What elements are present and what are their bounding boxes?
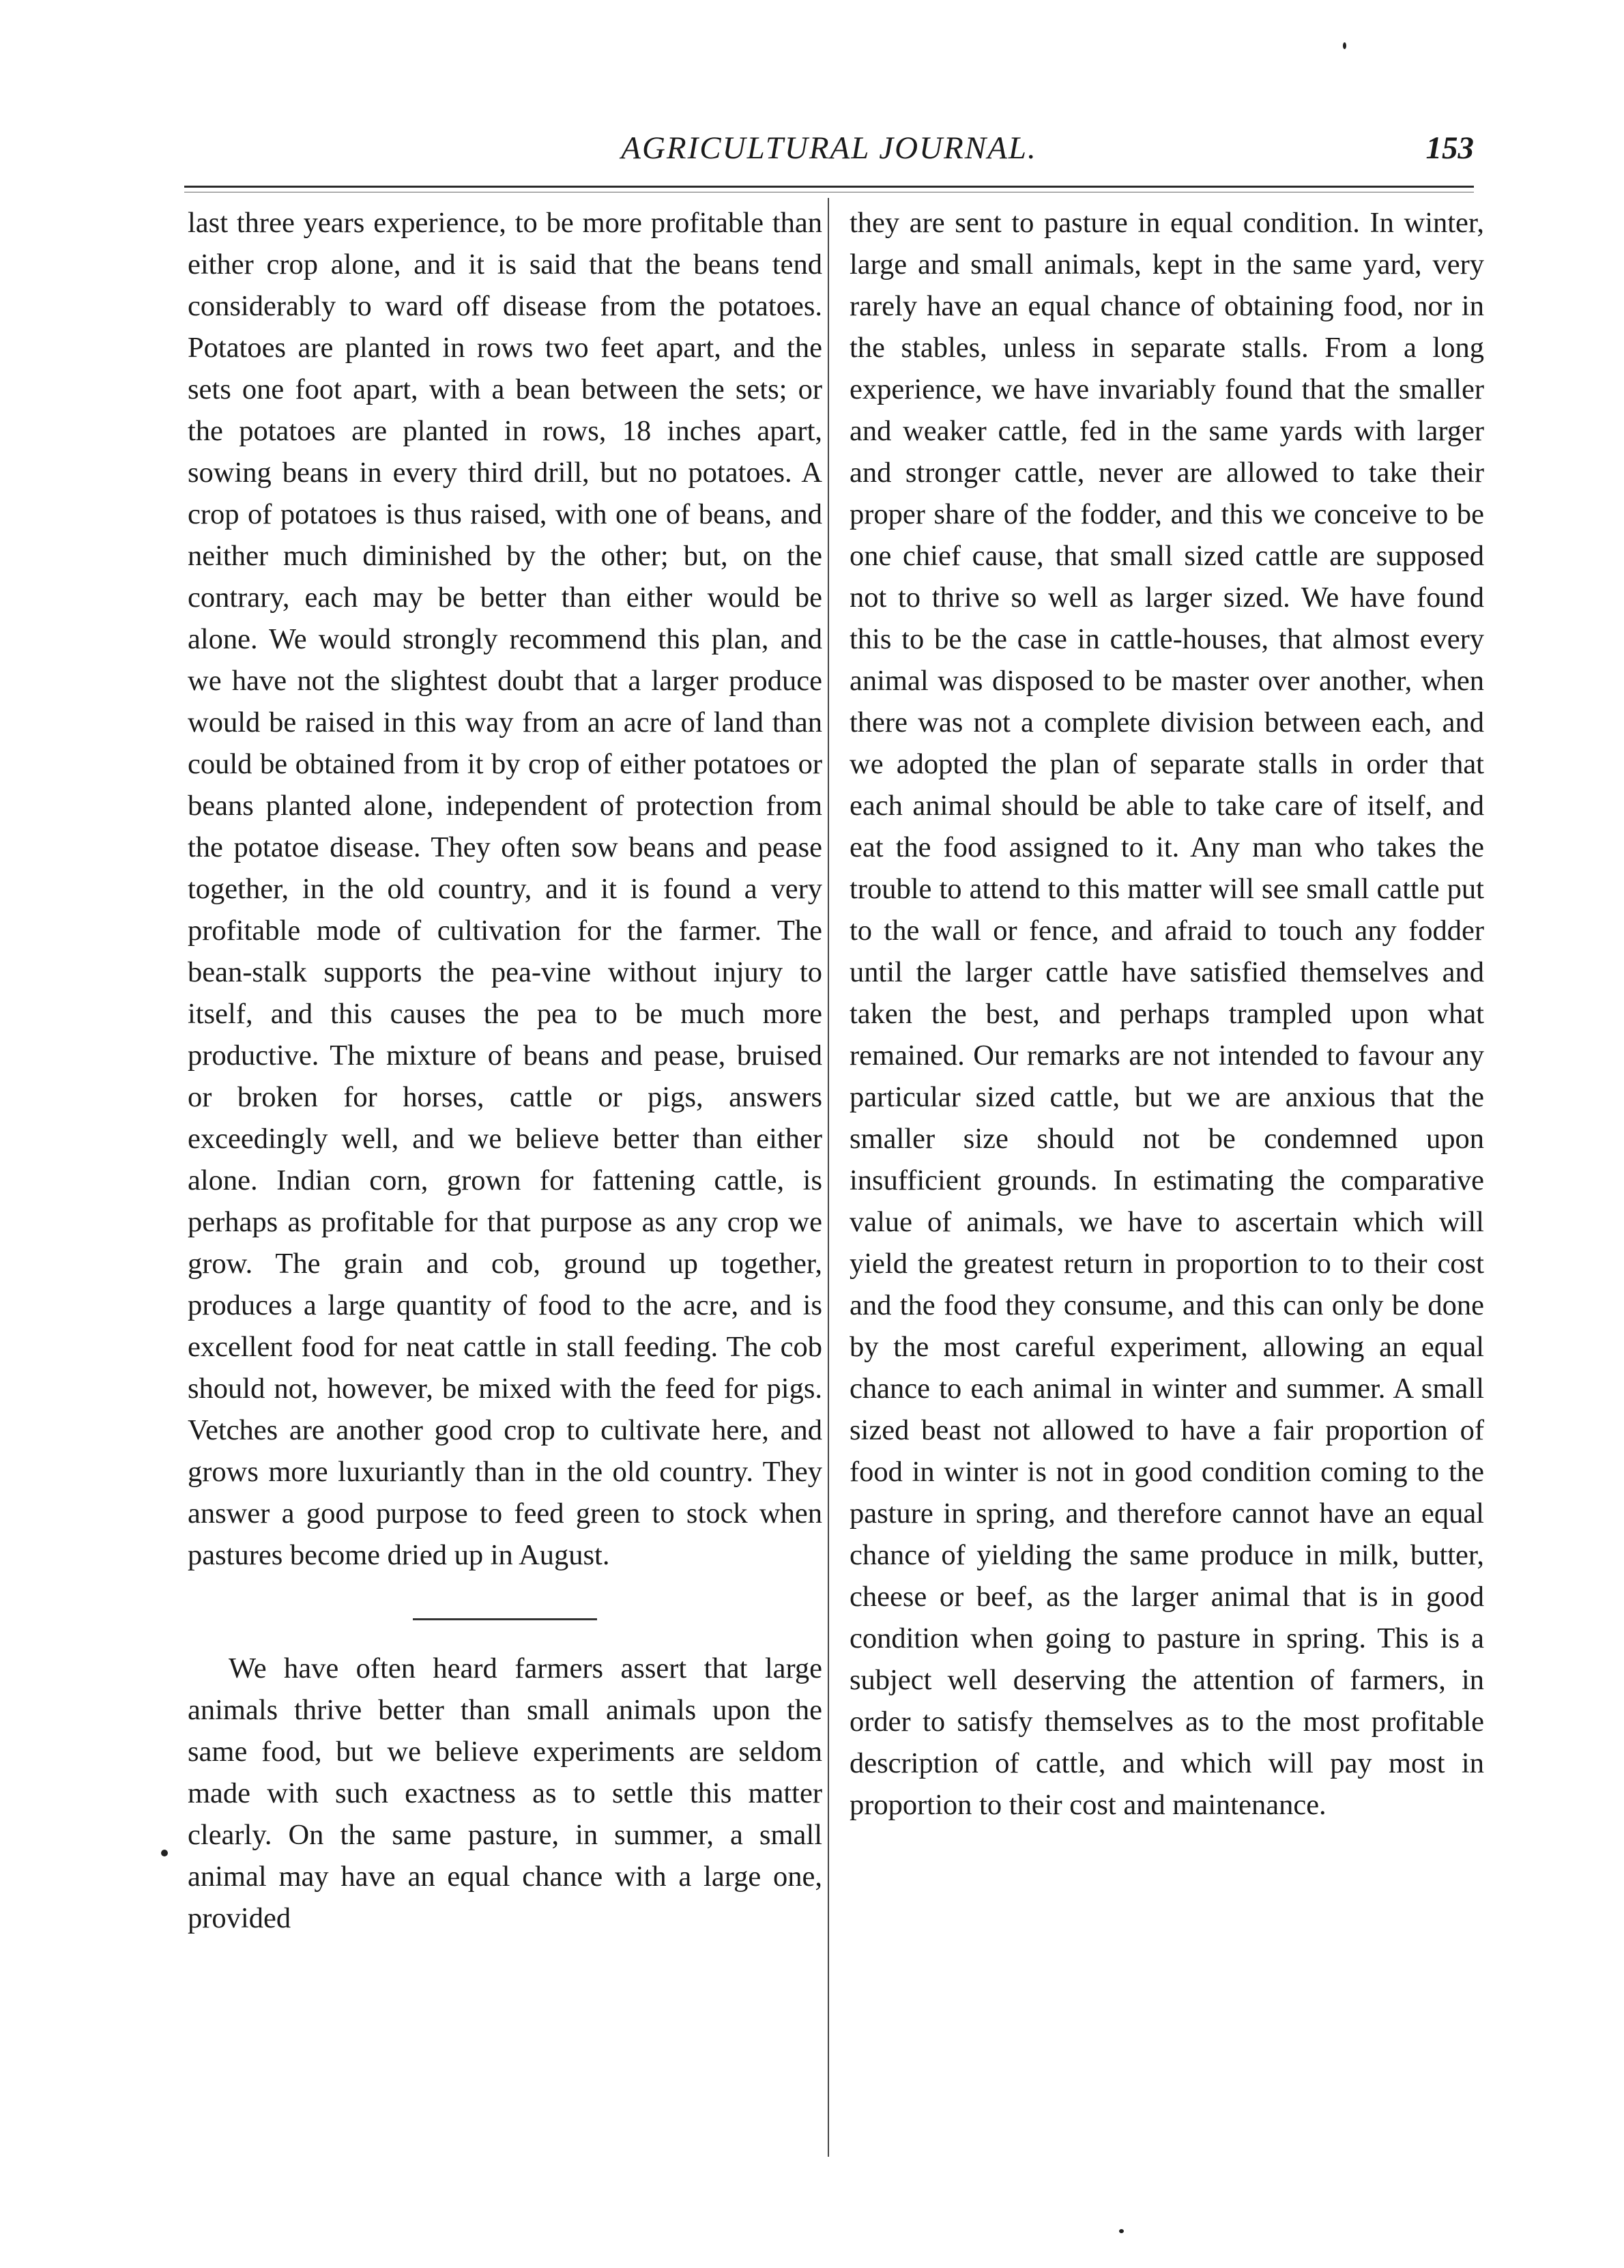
paragraph-crops: last three years experience, to be more profitable than either crop alone, and it is said that the beans tend considerably to ward off disease from the potatoes. Potatoes are planted in rows two feet apart, and the sets one foot apart, with a bean between the sets; or the potatoes are planted in rows, 18 inches apart, sowing beans in every third drill, but no potatoes. A crop of potatoes is thus raised, with one of beans, and neither much diminished by the other; but, on the contrary, each may be better than either would be alone. We would strongly recommend this plan, and we have not the slightest doubt that a larger produce would be raised in this way from an acre of land than could be obtained from it by crop of either potatoes or beans planted alone, independent of protection from the potatoe disease. They often sow beans and pease together, in the old country, and it is found a very profitable mode of cultivation for the farmer. The bean-stalk supports the pea-vine without injury to itself, and this causes the pea to be much more productive. The mixture of beans and pease, bruised or broken for horses, cattle or pigs, answers exceedingly well, and we believe better than either alone. Indian corn, grown for fattening cattle, is perhaps as profitable for that purpose as any crop we grow. The grain and cob, ground up together, produces a large quantity of food to the acre, and is excellent food for neat cattle in stall feeding. The cob should not, however, be mixed with the feed for pigs. Vetches are another good crop to cultivate here, and grows more luxuriantly than in the old country. They answer a good purpose to feed green to stock when pastures become dried up in August. [188, 207, 822, 1571]
section-divider [413, 1618, 597, 1620]
page-number: 153 [1425, 130, 1474, 166]
journal-title: AGRICULTURAL JOURNAL. [621, 130, 1037, 166]
print-speck [1343, 42, 1346, 49]
paragraph-cattle-continued: they are sent to pasture in equal condition. In winter, large and small animals, kept in the same yard, very rarely have an equal chance of obtaining food, nor in the stables, unless in separate stalls. From a long experience, we have invariably found that the smaller and weaker cattle, fed in the same yards with larger and stronger cattle, never are allowed to take their proper share of the fodder, and this we conceive to be one chief cause, that small sized cattle are supposed not to thrive so well as larger sized. We have found this to be the case in cattle-houses, that almost every animal was disposed to be master over another, when there was not a complete division between each, and we adopted the plan of separate stalls in order that each animal should be able to take care of itself, and eat the food assigned to it. Any man who takes the trouble to attend to this matter will see small cattle put to the wall or fence, and afraid to touch any fodder until the larger cattle have satisfied themselves and taken the best, and perhaps trampled upon what remained. Our remarks are not intended to favour any particular sized cattle, but we are anxious that the smaller size should not be condemned upon insufficient grounds. In estimating the comparative value of animals, we have to ascertain which will yield the greatest return in proportion to to their cost and the food they consume, and this can only be done by the most careful experiment, allowing an equal chance to each animal in winter and summer. A small sized beast not allowed to have a fair proportion of food in winter is not in good condition coming to the pasture in spring, and therefore cannot have an equal chance of yielding the same produce in milk, butter, cheese or beef, as the larger animal that is in good condition when going to pasture in spring. This is a subject well deserving the attention of farmers, in order to satisfy themselves as to the most profitable description of cattle, and which will pay most in proportion to their cost and maintenance. [850, 207, 1484, 1821]
right-column [850, 202, 1484, 1826]
print-speck [1119, 2229, 1124, 2233]
print-speck [161, 1850, 168, 1856]
paragraph-cattle-size: We have often heard farmers assert that large animals thrive better than small animals upon the same food, but we believe experiments are seldom made with such exactness as to settle this matter clearly. On the same pasture, in summer, a small animal may have an equal chance with a large one, provided [188, 1652, 822, 1934]
left-column [188, 202, 822, 1939]
header-rule [184, 186, 1474, 188]
column-divider [828, 198, 829, 2157]
running-head [184, 130, 1474, 177]
